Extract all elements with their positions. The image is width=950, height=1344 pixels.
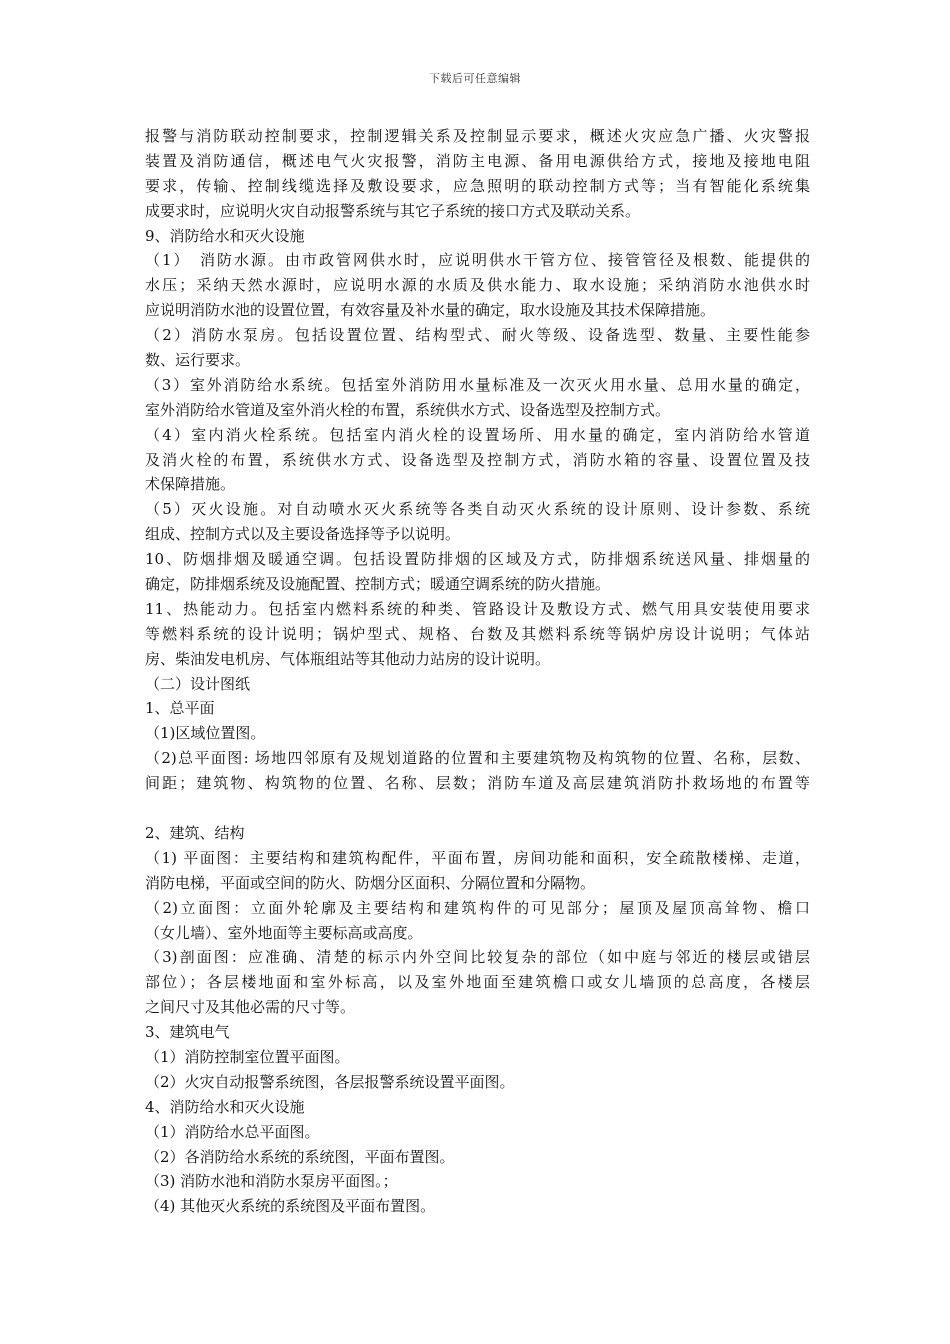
text-line: （2）火灾自动报警系统图，各层报警系统设置平面图。 <box>145 1072 515 1091</box>
text-line: （女儿墙）、室外地面等主要标高或高度。 <box>145 923 423 942</box>
text-line: 及消火栓的布置，系统供水方式、设备选型及控制方式，消防水箱的容量、设置位置及技 <box>145 450 810 469</box>
text-line: 消防电梯，平面或空间的防火、防烟分区面积、分隔位置和分隔物。 <box>145 873 596 892</box>
text-line: （3）室外消防给水系统。包括室外消防用水量标准及一次灭火用水量、总用水量的确定， <box>145 375 810 394</box>
text-line: （2）各消防给水系统的系统图，平面布置图。 <box>145 1147 455 1166</box>
text-line: 组成、控制方式以及主要设备选择等予以说明。 <box>145 525 461 544</box>
text-line: （1) 平面图：主要结构和建筑构配件，平面布置，房间功能和面积，安全疏散楼梯、走道， <box>145 848 810 867</box>
text-line: （1）消防控制室位置平面图。 <box>145 1047 350 1066</box>
text-line: （4）室内消火栓系统。包括室内消火栓的设置场所、用水量的确定，室内消防给水管道 <box>145 425 810 444</box>
text-line: 9、消防给水和灭火设施 <box>145 226 305 245</box>
text-line: 3、建筑电气 <box>145 1023 230 1042</box>
text-line: （4) 其他灭火系统的系统图及平面布置图。 <box>145 1197 436 1216</box>
text-line: （3)剖面图：应准确、清楚的标示内外空间比较复杂的部位（如中庭与邻近的楼层或错层 <box>145 948 810 967</box>
text-line: 间距；建筑物、构筑物的位置、名称、层数；消防车道及高层建筑消防扑救场地的布置等 <box>145 774 810 793</box>
text-line: 成要求时，应说明火灾自动报警系统与其它子系统的接口方式及联动关系。 <box>145 201 641 220</box>
text-line: 装置及消防通信，概述电气火灾报警，消防主电源、备用电源供给方式，接地及接地电阻 <box>145 151 810 170</box>
text-line: 房、柴油发电机房、气体瓶组站等其他动力站房的设计说明。 <box>145 649 551 668</box>
text-line: 之间尺寸及其他必需的尺寸等。 <box>145 998 356 1017</box>
text-line: 2、建筑、结构 <box>145 823 245 842</box>
text-line: （1） 消防水源。由市政管网供水时，应说明供水干管方位、接管管径及根数、能提供的 <box>145 251 810 270</box>
text-line: 报警与消防联动控制要求，控制逻辑关系及控制显示要求，概述火灾应急广播、火灾警报 <box>145 127 810 145</box>
text-line: （3) 消防水池和消防水泵房平面图。； <box>145 1172 398 1191</box>
text-line: （1)区域位置图。 <box>145 724 266 743</box>
document-body <box>145 124 810 1219</box>
text-line: 1、总平面 <box>145 699 215 718</box>
text-line: （5）灭火设施。对自动喷水灭火系统等各类自动灭火系统的设计原则、设计参数、系统 <box>145 500 810 519</box>
text-line: 水压；采纳天然水源时，应说明水源的水质及供水能力、取水设施；采纳消防水池供水时 <box>145 276 810 295</box>
text-line: （2)立面图：立面外轮廓及主要结构和建筑构件的可见部分；屋顶及屋顶高耸物、檐口 <box>145 898 810 917</box>
text-line: 4、消防给水和灭火设施 <box>145 1097 305 1116</box>
text-line: 数、运行要求。 <box>145 351 251 370</box>
text-line: 应说明消防水池的设置位置，有效容量及补水量的确定，取水设施及其技术保障措施。 <box>145 301 716 320</box>
text-line: 10、防烟排烟及暖通空调。包括设置防排烟的区域及方式，防排烟系统送风量、排烟量的 <box>145 550 810 569</box>
text-line: 部位）；各层楼地面和室外标高，以及室外地面至建筑檐口或女儿墙顶的总高度，各楼层 <box>145 973 810 992</box>
text-line: 室外消防给水管道及室外消火栓的布置，系统供水方式、设备选型及控制方式。 <box>145 400 671 419</box>
text-line: （二）设计图纸 <box>145 674 251 693</box>
text-line: 要求，传输、控制线缆选择及敷设要求，应急照明的联动控制方式等；当有智能化系统集 <box>145 176 810 195</box>
text-line: 等燃料系统的设计说明；锅炉型式、规格、台数及其燃料系统等锅炉房设计说明；气体站 <box>145 624 810 643</box>
text-line: （1）消防给水总平面图。 <box>145 1122 320 1141</box>
text-line: 确定，防排烟系统及设施配置、控制方式；暖通空调系统的防火措施。 <box>145 575 611 594</box>
text-line: （2)总平面图: 场地四邻原有及规划道路的位置和主要建筑物及构筑物的位置、名称，层数、 <box>145 749 810 768</box>
blank-line <box>145 796 810 821</box>
text-line: （2）消防水泵房。包括设置位置、结构型式、耐火等级、设备选型、数量、主要性能参 <box>145 326 810 345</box>
text-line: 11、热能动力。包括室内燃料系统的种类、管路设计及敷设方式、燃气用具安装使用要求 <box>145 599 810 618</box>
text-line: 术保障措施。 <box>145 475 236 494</box>
page-header: 下载后可任意编辑 <box>429 72 521 85</box>
